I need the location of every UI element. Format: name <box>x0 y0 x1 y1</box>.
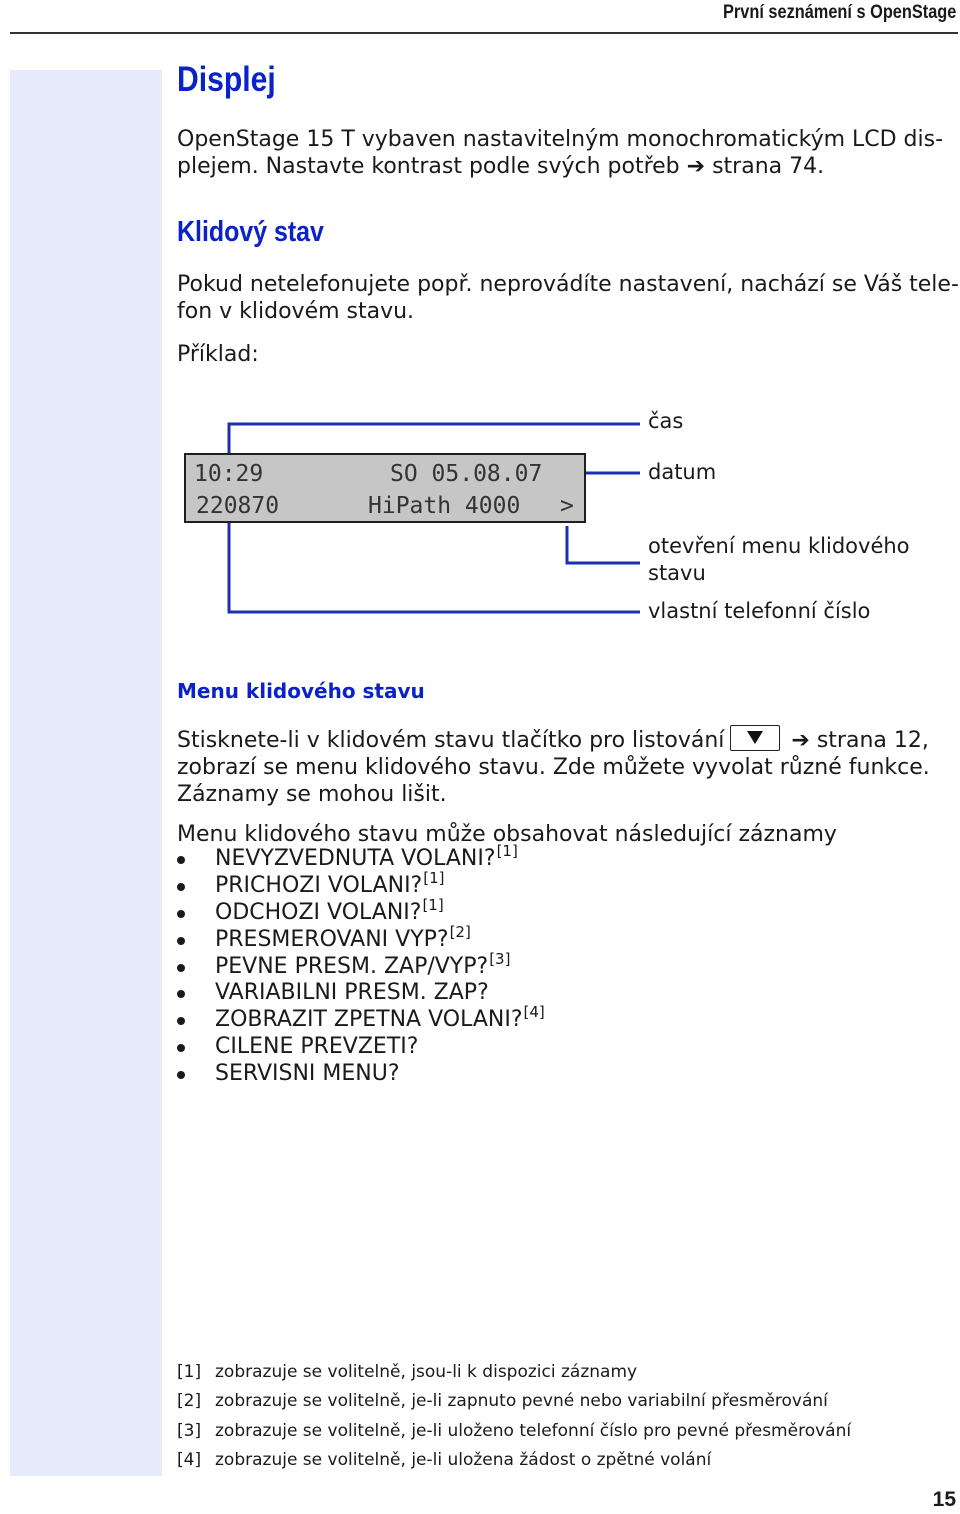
footnote-ref: [3] <box>489 949 511 968</box>
idle-menu-line-3: Záznamy se mohou lišit. <box>177 782 447 807</box>
intro-page-ref[interactable]: strana 74. <box>712 154 825 179</box>
bullet-icon <box>177 1071 185 1079</box>
idle-menu-title: Menu klidového stavu <box>177 679 425 703</box>
bullet-icon <box>177 990 185 998</box>
footnote-ref: [1] <box>496 842 518 860</box>
bullet-icon <box>177 1044 185 1052</box>
idle-line-1: Pokud netelefonujete popř. neprovádíte nastavení, nachází se Váš tele- <box>177 272 959 297</box>
arrow-right-icon: ➔ <box>791 728 810 753</box>
callout-line-number <box>229 521 640 612</box>
footnote-ref: [4] <box>523 1003 545 1022</box>
callout-line-time <box>229 424 640 456</box>
idle-title: Klidový stav <box>177 216 324 248</box>
lcd-number: 220870 <box>196 493 280 519</box>
footnote-ref: [1] <box>423 868 445 887</box>
list-intro: Menu klidového stavu může obsahovat následující záznamy <box>177 822 837 847</box>
lcd-system: HiPath 4000 <box>368 493 521 519</box>
callout-menu <box>648 533 910 587</box>
bullet-icon <box>177 856 185 864</box>
callout-lines <box>0 0 960 700</box>
lcd-date: SO 05.08.07 <box>390 461 543 487</box>
footnote-ref: [1] <box>422 895 444 914</box>
scroll-down-key <box>730 725 780 751</box>
callout-time: čas <box>648 409 684 433</box>
idle-menu-page-ref[interactable]: strana 12, <box>816 728 929 753</box>
lcd-menu-indicator: > <box>560 493 574 519</box>
example-label: Příklad: <box>177 342 259 367</box>
triangle-down-icon <box>747 731 763 744</box>
bullet-icon <box>177 883 185 891</box>
idle-menu-line-2: zobrazí se menu klidového stavu. Zde můžete vyvolat různé funkce. <box>177 755 930 780</box>
bullet-icon <box>177 937 185 945</box>
callout-date: datum <box>648 460 717 484</box>
callout-line-menu <box>567 526 640 563</box>
callout-number: vlastní telefonní číslo <box>648 599 871 623</box>
callout-menu-line-1: otevření menu klidového <box>648 534 910 558</box>
page-number: 15 <box>932 1488 956 1511</box>
idle-menu-line-1 <box>177 725 957 754</box>
section-title: Displej <box>177 60 276 99</box>
idle-menu-text: Stisknete-li v klidovém stavu tlačítko pro listování <box>177 728 725 753</box>
idle-line-2: fon v klidovém stavu. <box>177 299 415 324</box>
running-header: První seznámení s OpenStage <box>722 2 956 23</box>
bullet-icon <box>177 1017 185 1025</box>
callout-menu-line-2: stavu <box>648 561 706 585</box>
intro-text: plejem. Nastavte kontrast podle svých potřeb <box>177 154 680 179</box>
footnote-ref: [2] <box>449 922 471 941</box>
idle-menu-paragraph <box>177 725 957 808</box>
arrow-right-icon: ➔ <box>686 154 706 179</box>
bullet-icon <box>177 964 185 972</box>
lcd-time: 10:29 <box>194 461 264 487</box>
bullet-icon <box>177 910 185 918</box>
intro-line-1: OpenStage 15 T vybaven nastavitelným monochromatickým LCD dis- <box>177 127 944 152</box>
lcd-display <box>184 453 586 523</box>
